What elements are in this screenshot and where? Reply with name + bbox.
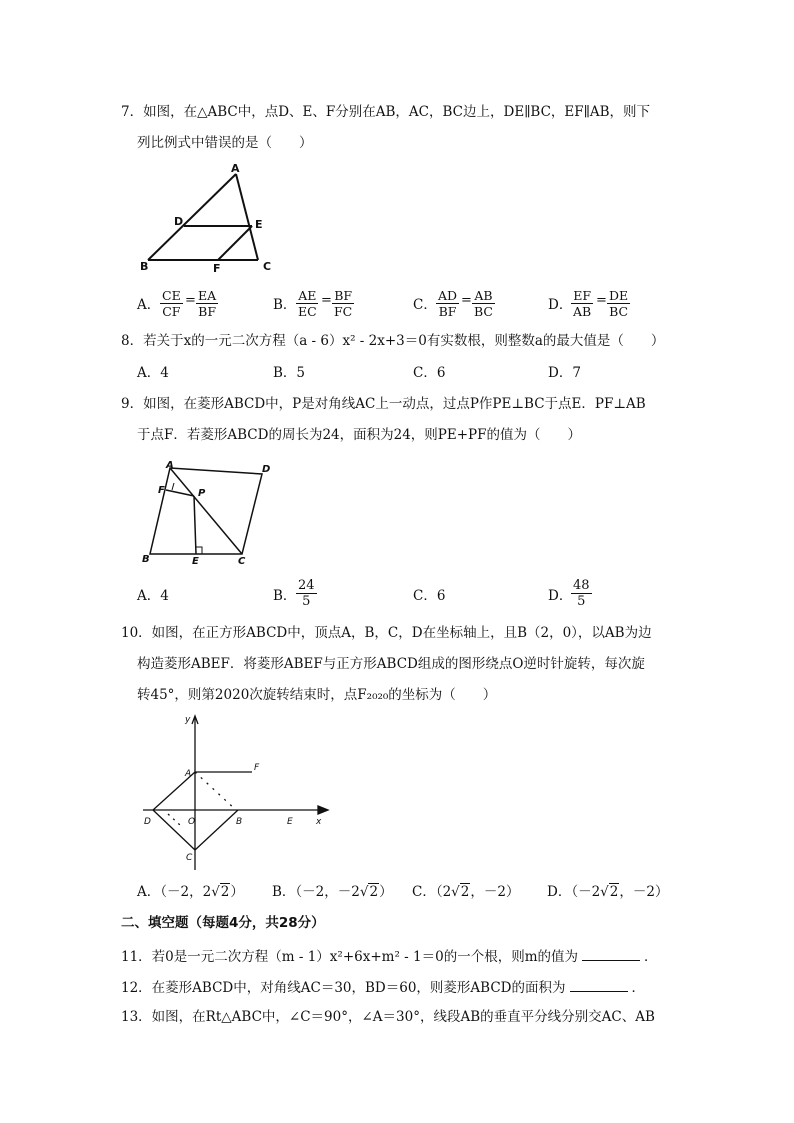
frac-num: AB xyxy=(474,288,493,303)
sqrt-radicand: 2 xyxy=(369,884,379,900)
q9-label-c: C xyxy=(238,556,246,567)
q7-label-d: D xyxy=(174,215,184,228)
frac-num: EF xyxy=(573,288,592,303)
q8-line1: 8．若关于x的一元二次方程（a - 6）x² - 2x+3＝0有实数根，则整数a的最大值是（ ） xyxy=(121,333,665,349)
q12-line xyxy=(121,977,645,997)
q10-line2: 构造菱形ABEF．将菱形ABEF与正方形ABCD组成的图形绕点O逆时针旋转，每次旋 xyxy=(137,656,645,672)
option-letter: D． xyxy=(548,588,573,604)
q10-coordinate-figure xyxy=(138,710,338,875)
q10-label-o: O xyxy=(188,817,196,827)
q7-label-c: C xyxy=(263,260,272,273)
frac-den: FC xyxy=(334,304,353,319)
q7-label-b: B xyxy=(140,260,149,273)
q8-option-b[interactable]: B．5 xyxy=(273,365,306,381)
frac-den: BF xyxy=(438,304,457,319)
sqrt-radicand: 2 xyxy=(460,884,470,900)
frac-den: 5 xyxy=(302,594,311,609)
q10-option-b[interactable]: B．（－2，－2√2） xyxy=(272,884,393,900)
q9-rhombus-figure xyxy=(138,458,278,568)
option-letter: D． xyxy=(548,297,573,313)
q8-option-a[interactable]: A．4 xyxy=(137,365,169,381)
q7-line1: 7．如图，在△ABC中，点D、E、F分别在AB，AC，BC边上，DE∥BC，EF∥AB，则下 xyxy=(121,104,651,120)
frac-num: AD xyxy=(438,288,458,303)
q9-option-a[interactable]: A．4 xyxy=(137,588,169,604)
option-prefix: C．（2 xyxy=(412,884,452,900)
q9-line1: 9．如图，在菱形ABCD中，P是对角线AC上一动点，过点P作PE⊥BC于点E．PF⊥AB xyxy=(121,396,646,412)
q8-option-c[interactable]: C．6 xyxy=(413,365,446,381)
q9-label-e: E xyxy=(192,556,199,567)
q11-line xyxy=(121,946,658,966)
q10-label-a: A xyxy=(185,769,192,779)
q9-line2: 于点F．若菱形ABCD的周长为24，面积为24，则PE+PF的值为（ ） xyxy=(137,427,581,443)
frac-num: CE xyxy=(162,288,181,303)
q9-label-f: F xyxy=(158,485,165,496)
q11-text: 11．若0是一元二次方程（m - 1）x²+6x+m² - 1＝0的一个根，则m的值为 xyxy=(121,949,578,965)
option-letter: C． xyxy=(413,297,437,313)
q9-label-p: P xyxy=(198,488,206,499)
q10-label-b: B xyxy=(236,817,243,827)
q10-label-x: x xyxy=(316,817,322,827)
frac-den: BC xyxy=(609,304,629,319)
option-letter: B． xyxy=(273,297,297,313)
option-letter: A． xyxy=(137,297,161,313)
section-heading: 二、填空题（每题4分，共28分） xyxy=(121,915,325,931)
q10-label-d: D xyxy=(144,817,151,827)
q9-option-c[interactable]: C．6 xyxy=(413,588,446,604)
option-suffix: ，－2） xyxy=(470,884,520,900)
option-suffix: ，－2） xyxy=(619,884,669,900)
frac-den: BC xyxy=(474,304,493,319)
q7-line2: 列比例式中错误的是（ ） xyxy=(137,135,313,151)
q12-end: ． xyxy=(631,980,646,996)
sqrt-radicand: 2 xyxy=(609,884,619,900)
option-prefix: A．（－2，2 xyxy=(137,884,212,900)
q7-label-a: A xyxy=(231,162,240,175)
q13-line1: 13．如图，在Rt△ABC中，∠C＝90°，∠A＝30°，线段AB的垂直平分线分别交AC、AB xyxy=(121,1009,655,1025)
frac-den: BF xyxy=(198,304,216,319)
option-prefix: B．（－2，－2 xyxy=(272,884,360,900)
frac-den: CF xyxy=(162,304,181,319)
q9-label-d: D xyxy=(262,464,271,475)
q12-answer-blank[interactable] xyxy=(570,977,628,992)
q9-label-b: B xyxy=(142,554,150,565)
q7-label-f: F xyxy=(213,262,221,275)
frac-num: DE xyxy=(609,288,629,303)
frac-num: EA xyxy=(198,288,217,303)
option-suffix: ） xyxy=(230,884,244,900)
q10-option-c[interactable]: C．（2√2，－2） xyxy=(412,884,520,900)
q10-label-y: y xyxy=(185,715,191,725)
frac-num: 48 xyxy=(573,578,590,593)
q11-end: ． xyxy=(644,949,658,965)
frac-num: AE xyxy=(298,288,317,303)
q10-option-d[interactable]: D．（－2√2，－2） xyxy=(547,884,669,900)
sqrt-radicand: 2 xyxy=(220,884,230,900)
frac-den: AB xyxy=(573,304,592,319)
q8-option-d[interactable]: D．7 xyxy=(548,365,581,381)
frac-num: BF xyxy=(334,288,353,303)
option-prefix: D．（－2 xyxy=(547,884,601,900)
q10-line1: 10．如图，在正方形ABCD中，顶点A，B，C，D在坐标轴上，且B（2，0），以AB为边 xyxy=(121,625,652,641)
q10-label-c: C xyxy=(186,853,193,863)
q7-triangle-figure xyxy=(138,162,288,277)
q10-label-f: F xyxy=(254,763,260,773)
frac-num: 24 xyxy=(298,578,315,593)
frac-den: EC xyxy=(298,304,317,319)
frac-den: 5 xyxy=(577,594,586,609)
q11-answer-blank[interactable] xyxy=(582,946,640,961)
q9-label-a: A xyxy=(166,460,174,471)
q10-line3: 转45°，则第2020次旋转结束时，点F₂₀₂₀的坐标为（ ） xyxy=(137,687,497,703)
q12-text: 12．在菱形ABCD中，对角线AC＝30，BD＝60，则菱形ABCD的面积为 xyxy=(121,980,566,996)
q10-label-e: E xyxy=(287,817,293,827)
option-suffix: ） xyxy=(379,884,393,900)
q10-option-a[interactable]: A．（－2，2√2） xyxy=(137,884,244,900)
q7-label-e: E xyxy=(255,218,263,231)
option-letter: B． xyxy=(273,588,297,604)
